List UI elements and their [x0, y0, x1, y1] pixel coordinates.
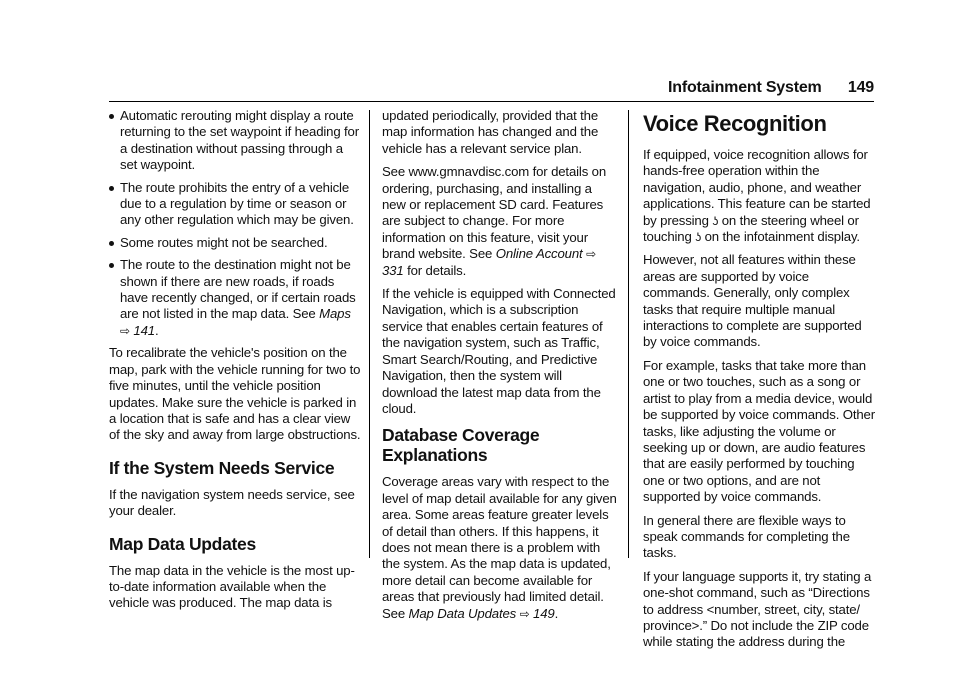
column-left: [109, 108, 361, 619]
map-updates-paragraph: The map data in the vehicle is the most up-to-date information available when the vehicle was produced. The map data is: [109, 562, 355, 611]
list-item: Automatic rerouting might display a route returning to the set waypoint if heading for a destination without passing through a set waypoint.: [109, 108, 361, 174]
header-rule: [109, 101, 874, 102]
map-updates-heading: Map Data Updates: [109, 533, 256, 554]
voice-recognition-title: Voice Recognition: [643, 111, 827, 136]
maps-page-link[interactable]: 141: [133, 322, 155, 338]
voice-button-icon: ʖ: [695, 230, 702, 245]
list-item: Some routes might not be searched.: [109, 235, 361, 251]
map-data-updates-page-link[interactable]: 149: [533, 605, 555, 621]
recalibrate-paragraph: To recalibrate the vehicle's position on the map, park with the vehicle running for two to five minutes, until the vehicle position updates. Make sure the vehicle is parked in a location that is safe and has a clear view of the sky and away from large obstructions.: [109, 345, 361, 443]
voice-flexible-paragraph: In general there are flexible ways to speak commands for completing the tasks.: [643, 512, 850, 561]
voice-button-icon: ʖ: [712, 213, 719, 228]
voice-one-shot-paragraph: If your language supports it, try stating a one-shot command, such as “Directions to address <number, street, city, state/ province>.” Do not include the ZIP code while stating the address during the: [643, 568, 872, 650]
bullet-icon: [109, 263, 114, 268]
coverage-heading: Database Coverage Explanations: [382, 425, 540, 466]
online-account-link[interactable]: Online Account: [495, 246, 583, 262]
voice-example-paragraph: For example, tasks that take more than one or two touches, such as a song or artist to play from a media device, would be supported by voice commands. Other tasks, like adjusting the volume or seeking up or down, are audio features that are easily performed by touching one or two options, and are not supported by voice commands.: [643, 357, 875, 505]
list-item: The route prohibits the entry of a vehicle due to a regulation by time or season or any other regulation which may be given.: [109, 180, 361, 229]
page-ref-arrow-icon: ⇨: [519, 606, 530, 621]
column-middle: [382, 108, 618, 629]
update-paragraph: updated periodically, provided that the map information has changed and the vehicle has a relevant service plan.: [382, 108, 599, 156]
column-divider-1: [369, 110, 370, 558]
bullet-icon: [109, 114, 114, 119]
list-item: The route to the destination might not be shown if there are new roads, if roads have recently changed, or if certain roads are not listed in the map data. See Maps ⇨ 141.: [109, 257, 361, 339]
bullet-icon: [109, 241, 114, 246]
column-divider-2: [628, 110, 629, 558]
bullet-icon: [109, 186, 114, 191]
section-title: Infotainment System: [668, 79, 822, 96]
voice-support-paragraph: However, not all features within these areas are supported by voice commands. Generally, only complex tasks that require multiple manual interactions to complete are supported by voice commands.: [643, 252, 862, 350]
column-right: [643, 108, 875, 658]
connected-nav-paragraph: If the vehicle is equipped with Connected Navigation, which is a subscription service that enables certain features of the navigation system, such as Traffic, Smart Search/Routing, and Predictive Navigation, then the system will download the latest map data from the cloud.: [382, 286, 616, 416]
page-ref-arrow-icon: ⇨: [586, 247, 596, 262]
page-number: 149: [847, 79, 874, 96]
bullet-list: [109, 108, 361, 339]
sd-card-paragraph: See www.gmnavdisc.com for details on ordering, purchasing, and installing a new or replacement SD card. Features are subject to change. For more information on this feature, visit your brand website. See Online Account ⇨ 331 for details.: [382, 164, 607, 278]
service-heading: If the System Needs Service: [109, 457, 335, 478]
online-account-page-link[interactable]: 331: [382, 262, 404, 278]
maps-link[interactable]: Maps: [319, 306, 351, 322]
coverage-paragraph: Coverage areas vary with respect to the level of map detail available for any given area. Some areas feature greater levels of detail than others. If this happens, it does not mean there is a problem with the system. As the map data is updated, more detail can become available for areas that previously had limited detail. See Map Data Updates ⇨ 149.: [382, 474, 617, 621]
page-header: [668, 79, 874, 97]
voice-intro-paragraph: If equipped, voice recognition allows for hands-free operation within the navigation, audio, phone, and weather applications. This feature can be started by pressing ʖ on the steering wheel or touching ʖ on the infotainment display.: [643, 147, 871, 245]
map-data-updates-link[interactable]: Map Data Updates: [408, 605, 517, 621]
page-ref-arrow-icon: ⇨: [120, 323, 130, 338]
service-paragraph: If the navigation system needs service, see your dealer.: [109, 486, 355, 519]
